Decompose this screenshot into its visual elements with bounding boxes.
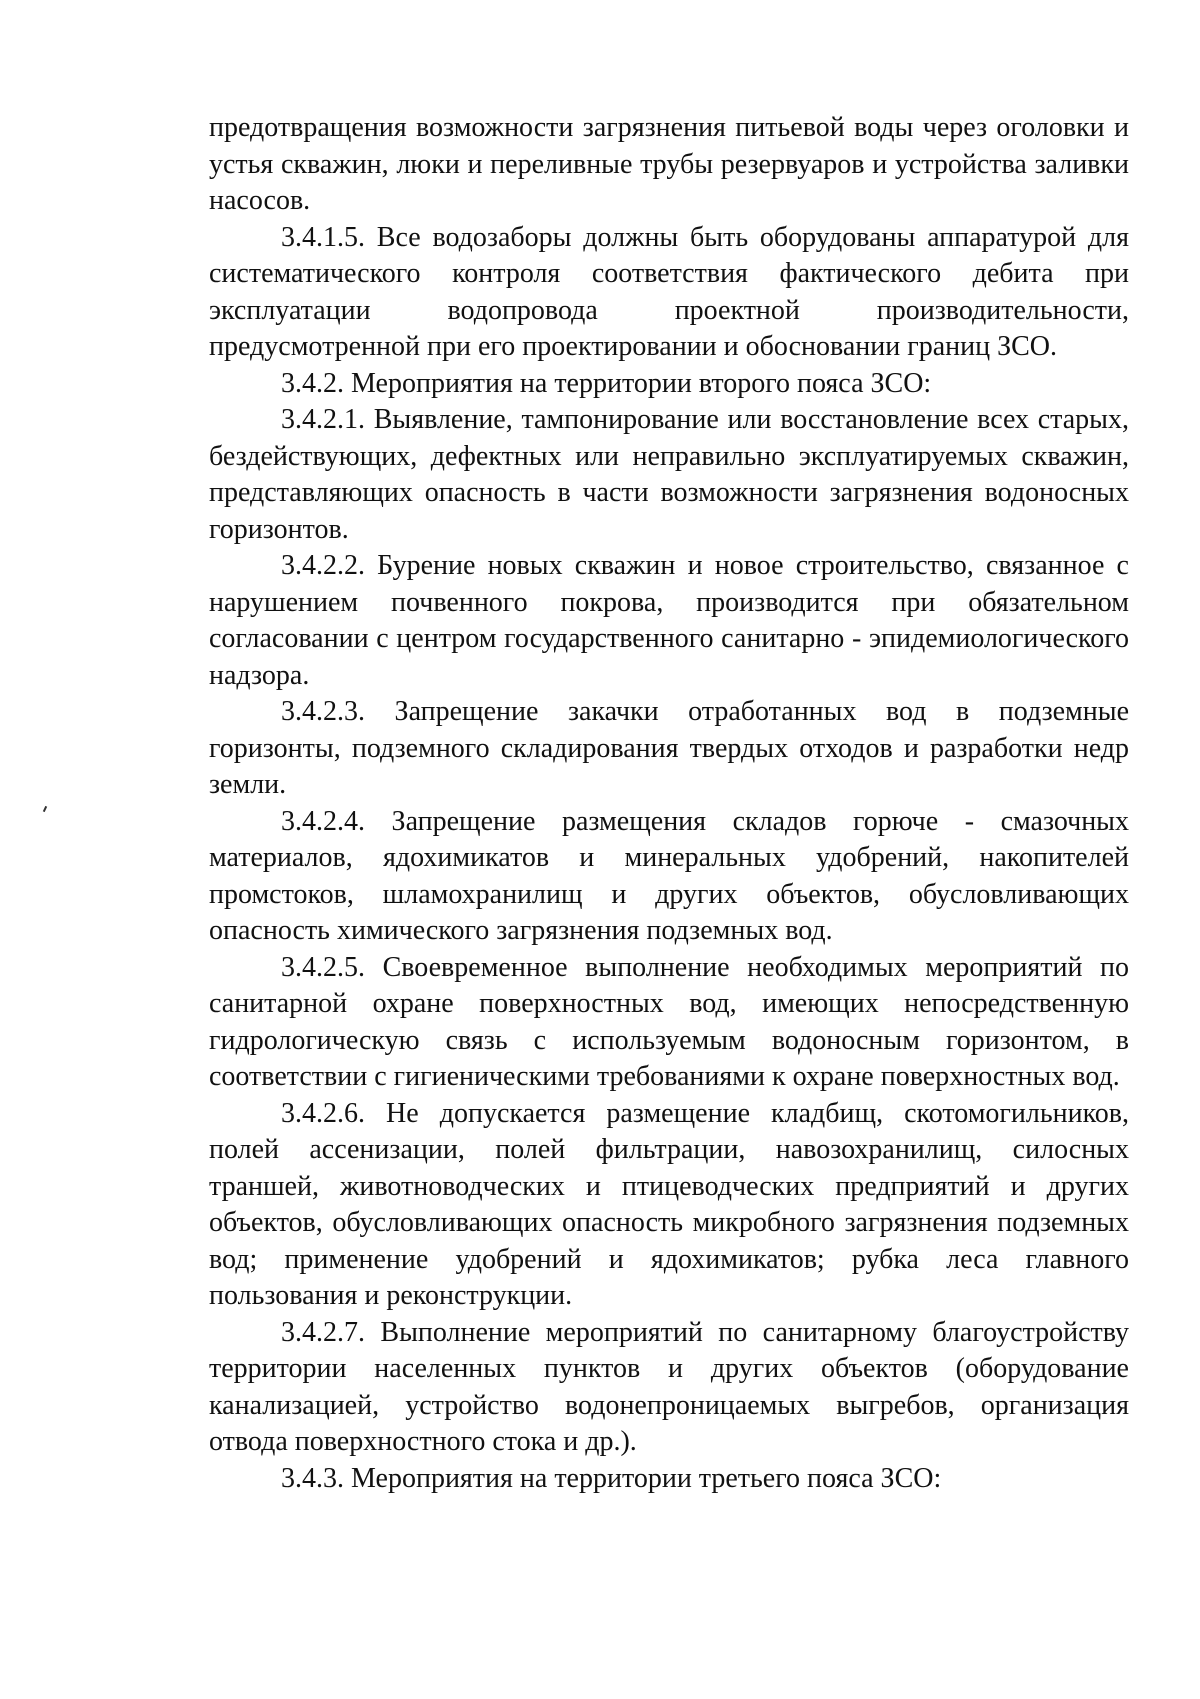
paragraph-3-4-2-4: 3.4.2.4. Запрещение размещения складов горюче - смазочных материалов, ядохимикатов и минеральных удобрений, накопителей промстоков, шламохранилищ и других объектов, обусловливающих опасность химического загрязнения подземных вод. (209, 805, 1129, 946)
section-heading-3-4-3: 3.4.3. Мероприятия на территории третьего пояса ЗСО: (281, 1462, 942, 1494)
paragraph-3-4-2-5: 3.4.2.5. Своевременное выполнение необходимых мероприятий по санитарной охране поверхностных вод, имеющих непосредственную гидрологическую связь с используемым водоносным горизонтом, в соответствии с гигиеническими требованиями к охране поверхностных вод. (209, 951, 1129, 1092)
document-body (209, 110, 1129, 1497)
paragraph-3-4-2-7: 3.4.2.7. Выполнение мероприятий по санитарному благоустройству территории населенных пунктов и других объектов (оборудование канализацией, устройство водонепроницаемых выгребов, организация отвода поверхностного стока и др.). (209, 1316, 1129, 1457)
paragraph-3-4-1-5: 3.4.1.5. Все водозаборы должны быть оборудованы аппаратурой для систематического контроля соответствия фактического дебита при эксплуатации водопровода проектной производительности, предусмотренной при его проектировании и обосновании границ ЗСО. (209, 221, 1129, 362)
paragraph-3-4-2-2: 3.4.2.2. Бурение новых скважин и новое строительство, связанное с нарушением почвенного покрова, производится при обязательном согласовании с центром государственного санитарно - эпидемиологического надзора. (209, 550, 1129, 691)
paragraph-continuation: предотвращения возможности загрязнения питьевой воды через оголовки и устья скважин, люки и переливные трубы резервуаров и устройства заливки насосов. (209, 112, 1129, 216)
paragraph-3-4-2-6: 3.4.2.6. Не допускается размещение кладбищ, скотомогильников, полей ассенизации, полей фильтрации, навозохранилищ, силосных траншей, животноводческих и птицеводческих предприятий и других объектов, обусловливающих опасность микробного загрязнения подземных вод; применение удобрений и ядохимикатов; рубка леса главного пользования и реконструкции. (209, 1097, 1129, 1311)
paragraph-3-4-2-3: 3.4.2.3. Запрещение закачки отработанных вод в подземные горизонты, подземного складирования твердых отходов и разработки недр земли. (209, 696, 1129, 800)
section-heading-3-4-2: 3.4.2. Мероприятия на территории второго пояса ЗСО: (281, 367, 932, 399)
scan-artifact-mark (43, 806, 47, 812)
paragraph-3-4-2-1: 3.4.2.1. Выявление, тампонирование или восстановление всех старых, бездействующих, дефектных или неправильно эксплуатируемых скважин, представляющих опасность в части возможности загрязнения водоносных горизонтов. (209, 404, 1129, 545)
